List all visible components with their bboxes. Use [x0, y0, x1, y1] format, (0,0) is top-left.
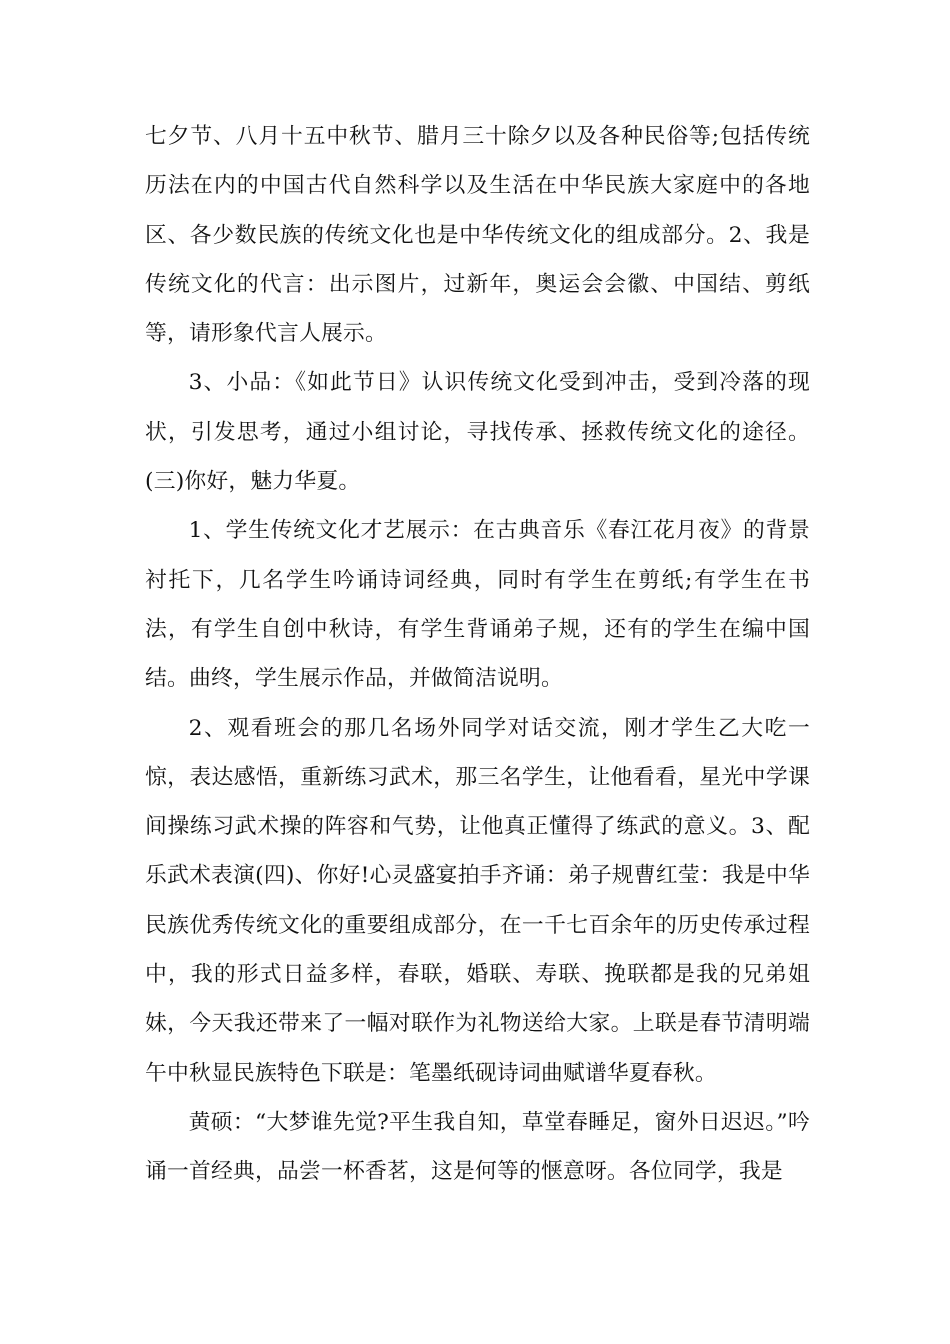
paragraph-3: 1、学生传统文化才艺展示：在古典音乐《春江花月夜》的背景衬托下，几名学生吟诵诗词经典，同时有学生在剪纸;有学生在书法，有学生自创中秋诗，有学生背诵弟子规，还有的学生在编中国结。曲终，学生展示作品，并做简洁说明。 — [145, 518, 810, 692]
paragraph-5: 黄硕：“大梦谁先觉?平生我自知，草堂春睡足，窗外日迟迟。”吟诵一首经典，品尝一杯香茗，这是何等的惬意呀。各位同学，我是 — [145, 1109, 810, 1185]
document-body — [145, 112, 810, 1197]
paragraph-1: 七夕节、八月十五中秋节、腊月三十除夕以及各种民俗等;包括传统历法在内的中国古代自然科学以及生活在中华民族大家庭中的各地区、各少数民族的传统文化也是中华传统文化的组成部分。2、我是传统文化的代言：出示图片，过新年，奥运会会徽、中国结、剪纸等，请形象代言人展示。 — [145, 124, 810, 347]
paragraph-4: 2、观看班会的那几名场外同学对话交流，刚才学生乙大吃一惊，表达感悟，重新练习武术，那三名学生，让他看看，星光中学课间操练习武术操的阵容和气势，让他真正懂得了练武的意义。3、配乐武术表演(四)、你好!心灵盛宴拍手齐诵：弟子规曹红莹：我是中华民族优秀传统文化的重要组成部分，在一千七百余年的历史传承过程中，我的形式日益多样，春联，婚联、寿联、挽联都是我的兄弟姐妹，今天我还带来了一幅对联作为礼物送给大家。上联是春节清明端午中秋显民族特色下联是：笔墨纸砚诗词曲赋谱华夏春秋。 — [145, 715, 810, 1086]
paragraph-2: 3、小品：《如此节日》认识传统文化受到冲击，受到冷落的现状，引发思考，通过小组讨论，寻找传承、拯救传统文化的途径。(三)你好，魅力华夏。 — [145, 370, 810, 495]
